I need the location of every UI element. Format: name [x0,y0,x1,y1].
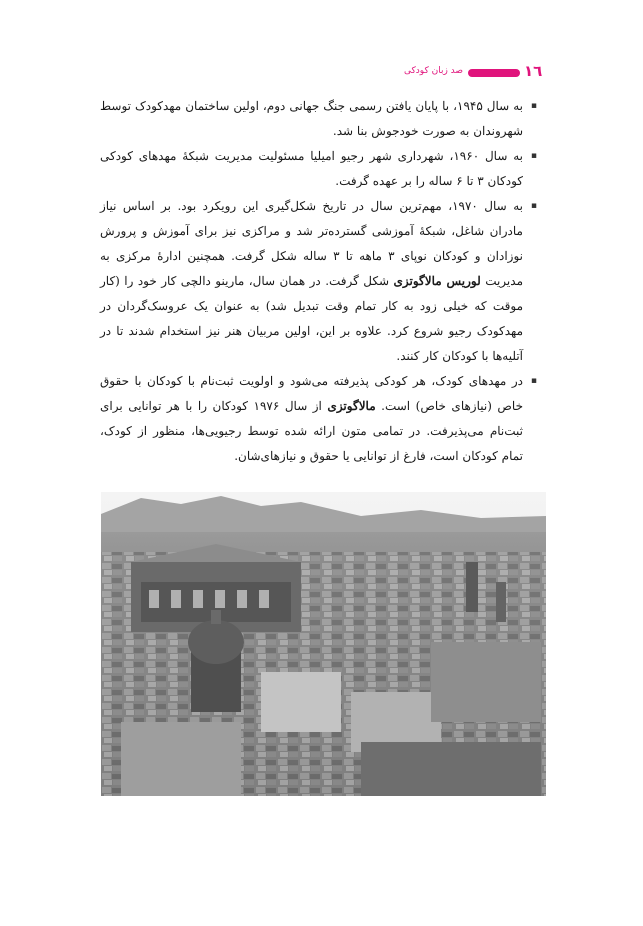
bullet-list [100,94,537,469]
list-item [100,369,537,469]
bullet-text: به سال ۱۹۴۵، با پایان یافتن رسمی جنگ جهانی دوم، اولین ساختمان مهدکودک توسط شهروندان به صورت خودجوش بنا شد. [100,99,523,138]
running-title-bar [468,69,520,77]
page-number: ١٦ [524,62,543,80]
list-item [100,144,537,194]
bullet-text: به سال ۱۹۷۰، مهم‌ترین سال در تاریخ شکل‌گیری این رویکرد بود. بر اساس نیاز مادران شاغل، شبکهٔ آموزشی گسترده‌تر شد و مراکزی نیز برای آموزش و پرورش نوزادان و کودکان نوپای ۳ ماهه تا ۳ ساله شکل گرفت. همچنین ادارهٔ مرکزی به مدیریت [100,199,523,288]
bullet-text: در مهدهای کودک، هر کودکی پذیرفته می‌شود و اولویت ثبت‌نام با کودکان با حقوق خاص (نیازهای خاص) است. [100,374,523,413]
bullet-text: شکل گرفت. در همان سال، مارینو دالچی کار خود را (کار موقت که خیلی زود به کار تمام وقت تبدیل شد) به عنوان یک عروسک‌گردان در مهدکودک رجیو شروع کرد. علاوه بر این، اولین مربیان هنر نیز استخدام شدند تا در آتلیه‌ها با کودکان کار کنند. [100,274,523,363]
list-item [100,194,537,369]
body-text [100,94,537,469]
list-item [100,94,537,144]
bullet-text: از سال ۱۹۷۶ کودکان را با هر توانایی برای ثبت‌نام می‌پذیرفت. در تمامی متون ارائه شده توسط رجیویی‌ها، منظور از کودک، تمام کودکان است، فارغ از توانایی یا حقوق و نیازهای‌شان. [100,399,523,463]
running-title: صد زبان کودکی [404,66,464,76]
bullet-text: به سال ۱۹۶۰، شهرداری شهر رجیو امیلیا مسئولیت مدیریت شبکهٔ مهدهای کودکی کودکان ۳ تا ۶ ساله را بر عهده گرفت. [100,149,523,188]
city-aerial-photo [101,492,546,796]
bold-name: مالاگوتزی [327,399,376,413]
bold-name: لوریس مالاگوتزی [393,274,481,288]
